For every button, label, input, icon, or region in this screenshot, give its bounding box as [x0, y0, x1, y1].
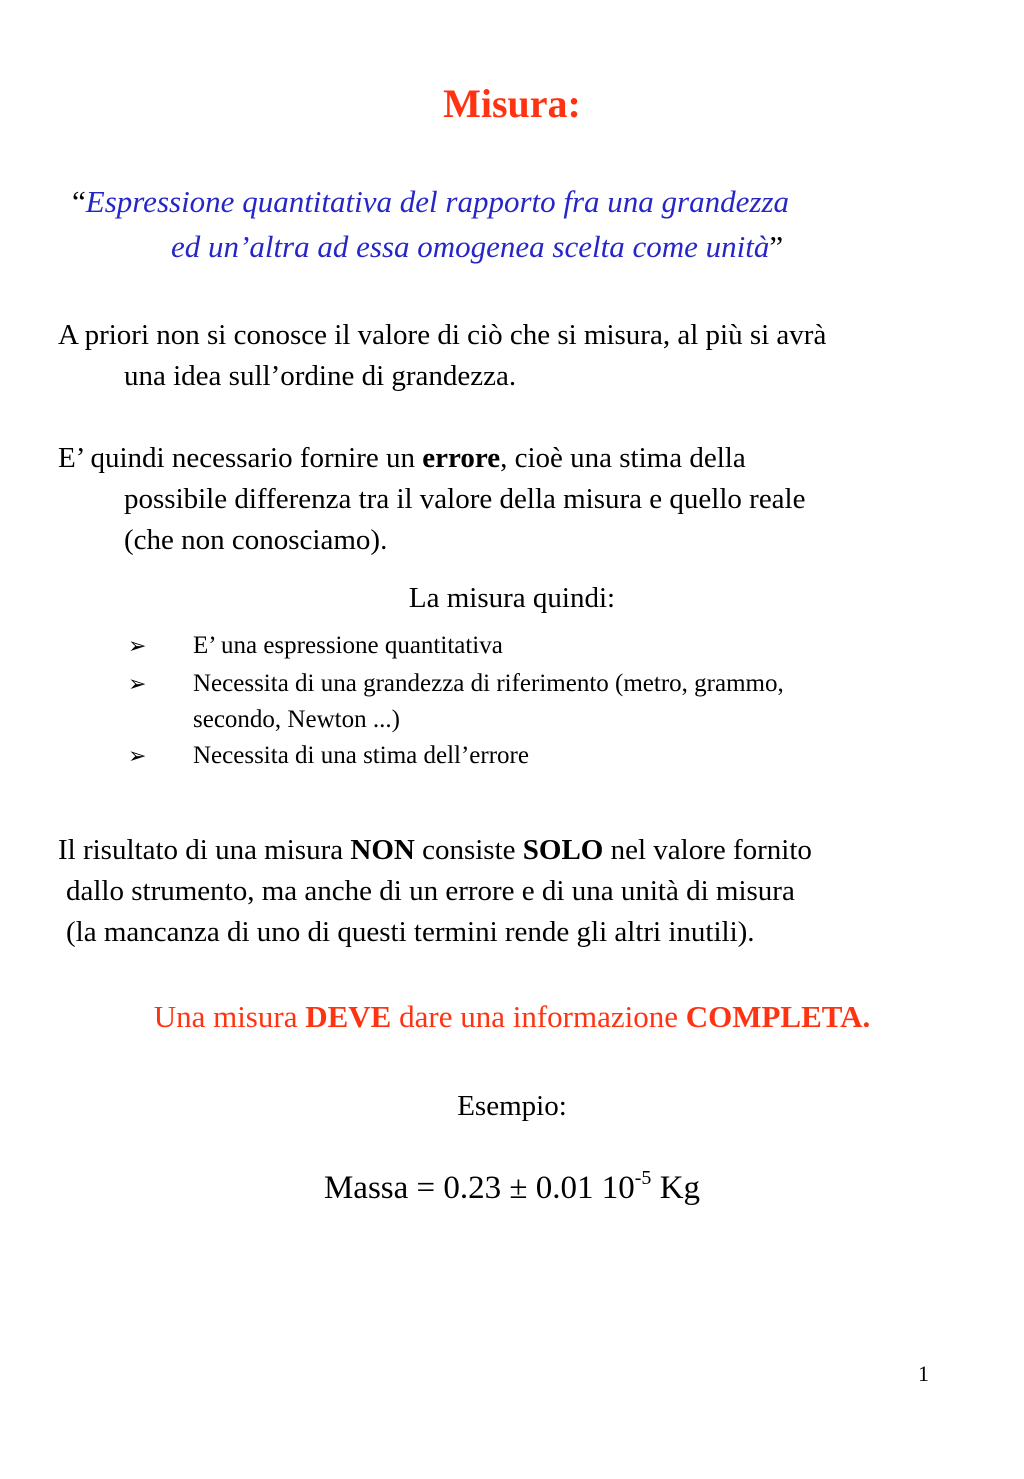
bullet-item: Necessita di una stima dell’errore: [193, 742, 529, 769]
example-formula: [0, 1166, 1024, 1210]
statement: [0, 997, 1024, 1037]
page-title: Misura:: [443, 81, 581, 126]
para2-line-3: (che non conosciamo).: [124, 524, 388, 556]
para2-line-2: possibile differenza tra il valore della misura e quello reale: [124, 483, 806, 515]
summary-heading: La misura quindi:: [408, 582, 616, 614]
page-number: 1: [918, 1361, 929, 1386]
definition-line-2: [171, 227, 783, 267]
para3-line-2: dallo strumento, ma anche di un errore e di una unità di misura: [66, 875, 795, 907]
para3-text-a: Il risultato di una misura: [58, 834, 351, 866]
definition-text-2: ed un’altra ad essa omogenea scelta come unità: [171, 229, 770, 264]
formula-exponent: -5: [634, 1167, 652, 1189]
formula-main: Massa = 0.23 ± 0.01 10: [323, 1170, 635, 1206]
close-quote: ”: [769, 229, 784, 264]
para3-text-c: nel valore fornito: [603, 834, 812, 866]
errore-bold: errore: [422, 442, 501, 474]
para2-text-b: , cioè una stima della: [500, 442, 746, 474]
para2-text-a: E’ quindi necessario fornire un: [58, 442, 423, 474]
statement-text-b: dare una informazione: [391, 999, 686, 1034]
para2-line-1: [58, 438, 746, 478]
bullet-item: E’ una espressione quantitativa: [193, 632, 503, 659]
solo-bold: SOLO: [522, 834, 604, 866]
para3-text-b: consiste: [414, 834, 523, 866]
deve-bold: DEVE: [305, 999, 392, 1034]
para1-line-2: una idea sull’ordine di grandezza.: [124, 360, 517, 392]
completa-bold: COMPLETA.: [685, 999, 871, 1034]
arrowhead-bullet-icon: ➢: [128, 743, 147, 768]
arrowhead-bullet-icon: ➢: [128, 633, 147, 658]
non-bold: NON: [350, 834, 415, 866]
definition-line-1: [72, 182, 789, 222]
para3-line-3: (la mancanza di uno di questi termini rende gli altri inutili).: [66, 916, 755, 948]
definition-text-1: Espressione quantitativa del rapporto fra una grandezza: [85, 184, 790, 219]
open-quote: “: [72, 184, 86, 219]
bullet-item: Necessita di una grandezza di riferimento (metro, grammo,: [193, 670, 784, 697]
bullet-item-continuation: secondo, Newton ...): [193, 706, 400, 733]
statement-text-a: Una misura: [153, 999, 306, 1034]
example-label: Esempio:: [457, 1090, 567, 1122]
formula-unit: Kg: [651, 1170, 701, 1206]
arrowhead-bullet-icon: ➢: [128, 671, 147, 696]
para3-line-1: [58, 830, 812, 870]
para1-line-1: A priori non si conosce il valore di ciò che si misura, al più si avrà: [58, 319, 827, 351]
